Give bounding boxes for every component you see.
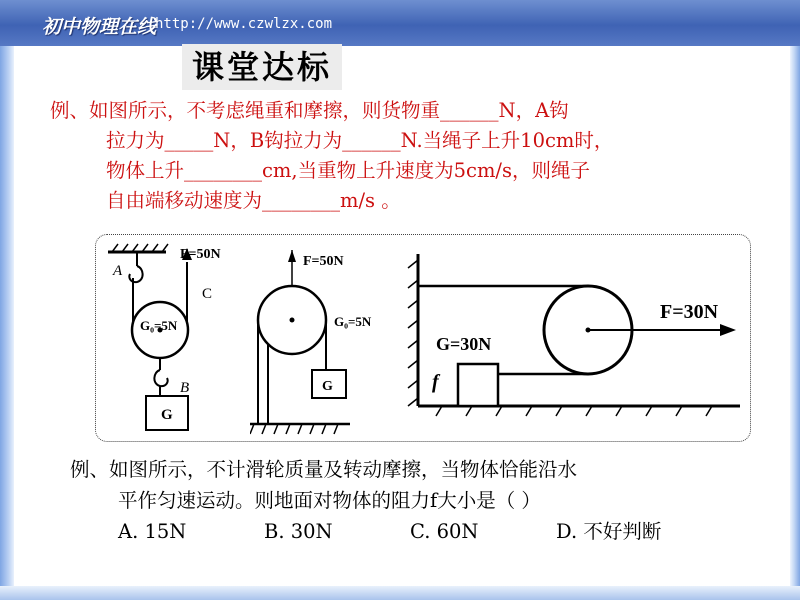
frame-bottom bbox=[0, 586, 800, 600]
section-title: 课堂达标 bbox=[182, 44, 342, 90]
option-d[interactable]: D. 不好判断 bbox=[556, 520, 662, 543]
question-2-line-1: 例、如图所示，不计滑轮质量及转动摩擦，当物体恰能沿水 bbox=[70, 458, 578, 481]
force-label: F=50N bbox=[303, 254, 344, 269]
load-label: G bbox=[161, 407, 173, 423]
force-arrow-head bbox=[720, 324, 736, 336]
pulley-figure-3 bbox=[402, 246, 744, 436]
pulley-weight-label: G₀=5N bbox=[334, 314, 372, 329]
question-1 bbox=[50, 96, 770, 216]
header-bar bbox=[0, 0, 800, 46]
block bbox=[458, 364, 498, 406]
weight-label: G=30N bbox=[436, 334, 492, 354]
question-1-line-1: 例、如图所示，不考虑绳重和摩擦，则货物重______N，A钩 bbox=[50, 99, 569, 122]
option-c[interactable]: C. 60N bbox=[410, 520, 479, 543]
pulley-weight-label: G₀=5N bbox=[140, 318, 178, 333]
question-1-line-2: 拉力为_____N，B钩拉力为______N.当绳子上升10cm时， bbox=[106, 129, 614, 152]
hook-a bbox=[129, 266, 142, 282]
site-url: http://www.czwlzx.com bbox=[155, 16, 333, 32]
pulley-figure-1 bbox=[100, 238, 250, 438]
force-label: F=50N bbox=[180, 247, 221, 262]
question-2 bbox=[70, 454, 790, 547]
question-1-line-3: 物体上升________cm,当重物上升速度为5cm/s，则绳子 bbox=[106, 159, 591, 182]
answer-options bbox=[70, 516, 790, 547]
friction-label: f bbox=[432, 371, 439, 393]
hook-b-label: B bbox=[180, 380, 190, 396]
frame-left bbox=[0, 46, 14, 600]
pulley-axle bbox=[290, 318, 295, 323]
frame-right bbox=[790, 46, 800, 600]
option-a[interactable]: A. 15N bbox=[118, 520, 187, 543]
force-label: F=30N bbox=[660, 301, 719, 323]
load-label: G bbox=[322, 379, 333, 394]
hook-b bbox=[154, 370, 167, 386]
rope-c-label: C bbox=[202, 286, 213, 302]
force-arrow-head bbox=[288, 250, 296, 262]
option-b[interactable]: B. 30N bbox=[264, 520, 333, 543]
site-logo: 初中物理在线 bbox=[42, 16, 157, 38]
hook-a-label: A bbox=[113, 263, 123, 279]
question-2-line-2: 平作匀速运动。则地面对物体的阻力f大小是（ ） bbox=[118, 489, 541, 512]
floor-hatch bbox=[250, 424, 338, 434]
question-1-line-4: 自由端移动速度为________m/s 。 bbox=[106, 189, 401, 212]
pulley-figure-2 bbox=[250, 238, 400, 438]
